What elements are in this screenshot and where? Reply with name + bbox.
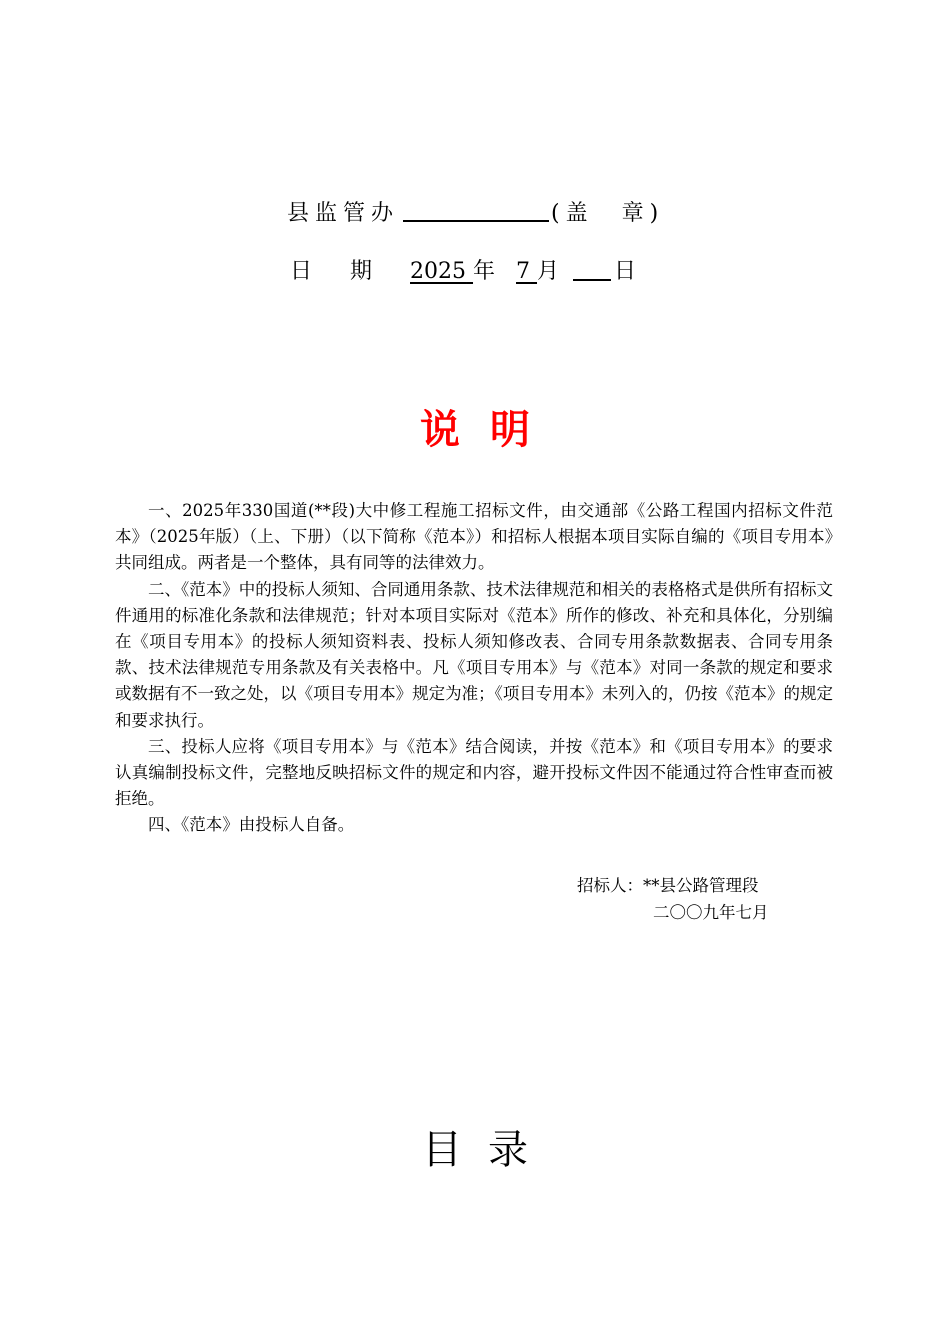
explanation-body bbox=[115, 498, 833, 839]
seal-blank bbox=[403, 200, 549, 222]
sign-date: 二〇〇九年七月 bbox=[653, 903, 769, 922]
seal-text: (盖 章) bbox=[551, 201, 665, 226]
paragraph-3: 三、投标人应将《项目专用本》与《范本》结合阅读，并按《范本》和《项目专用本》的要求认真编制投标文件，完整地反映招标文件的规定和内容，避开投标文件因不能通过符合性审查而被拒绝。 bbox=[115, 736, 833, 809]
paragraph-2: 二、《范本》中的投标人须知、合同通用条款、技术法律规范和相关的表格格式是供所有招标文件通用的标准化条款和法律规范；针对本项目实际对《范本》所作的修改、补充和具体化，分别编在《项目专用本》的投标人须知资料表、投标人须知修改表、合同专用条款数据表、合同专用条款、技术法律规范专用条款及有关表格中。凡《项目专用本》与《范本》对同一条款的规定和要求或数据有不一致之处，以《项目专用本》规定为准；《项目专用本》未列入的，仍按《范本》的规定和要求执行。 bbox=[115, 579, 833, 730]
toc-title: 目录 bbox=[422, 1127, 554, 1173]
month-unit: 月 bbox=[537, 259, 560, 284]
signer-name: 招标人：**县公路管理段 bbox=[577, 876, 759, 895]
office-label: 县监管办 bbox=[287, 201, 400, 226]
day-unit: 日 bbox=[614, 259, 637, 284]
year-unit: 年 bbox=[473, 259, 496, 284]
date-label: 日期 bbox=[290, 259, 411, 284]
explanation-title: 说明 bbox=[420, 407, 560, 453]
seal-line bbox=[287, 196, 664, 227]
date-year: 2025 bbox=[410, 259, 467, 284]
date-day-blank bbox=[573, 259, 611, 281]
paragraph-4: 四、《范本》由投标人自备。 bbox=[148, 815, 355, 835]
paragraph-1: 一、2025年330国道(**段)大中修工程施工招标文件，由交通部《公路工程国内招标文件范本》（2025年版）（上、下册）（以下简称《范本》）和招标人根据本项目实际自编的《项目专用本》共同组成。两者是一个整体，具有同等的法律效力。 bbox=[115, 501, 833, 573]
signature-block bbox=[577, 872, 769, 926]
date-line bbox=[290, 254, 636, 285]
date-month: 7 bbox=[516, 259, 531, 284]
